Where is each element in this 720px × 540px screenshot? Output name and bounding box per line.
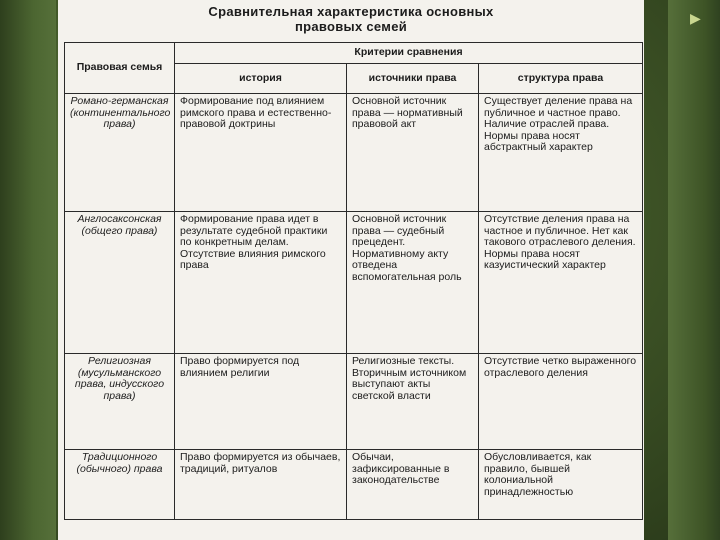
title-line-1: Сравнительная характеристика основных [208, 4, 494, 19]
cell-family: Традиционного (обычного) права [65, 450, 175, 520]
cell-history: Право формируется под влиянием религии [175, 354, 347, 450]
cell-sources: Религиозные тексты. Вторичным источником выступают акты светской власти [347, 354, 479, 450]
bullet-arrow-icon: ▶ [690, 11, 701, 27]
comparison-table [64, 42, 643, 520]
page-title [58, 4, 644, 34]
cell-structure: Отсутствие четко выраженного отраслевого деления [479, 354, 643, 450]
cell-sources: Основной источник права — судебный прецедент. Нормативному акту отведена вспомогательная роль [347, 212, 479, 354]
cell-history: Формирование права идет в результате судебной практики по конкретным делам. Отсутствие влияния римского права [175, 212, 347, 354]
header-family: Правовая семья [65, 43, 175, 94]
cell-structure: Обусловливается, как правило, бывшей колониальной принадлежностью [479, 450, 643, 520]
table-row [65, 212, 643, 354]
table-row [65, 450, 643, 520]
header-structure: структура права [479, 64, 643, 94]
cell-family: Англосаксонская (общего права) [65, 212, 175, 354]
table-row [65, 354, 643, 450]
cell-history: Право формируется из обычаев, традиций, ритуалов [175, 450, 347, 520]
slide-left-band [0, 0, 56, 540]
cell-structure: Отсутствие деления права на частное и публичное. Нет как такового отраслевого деления. Нормы права носят казуистический характер [479, 212, 643, 354]
cell-history: Формирование под влиянием римского права и естественно-правовой доктрины [175, 94, 347, 212]
slide-right-band [668, 0, 720, 540]
cell-family: Религиозная (мусульманского права, индусского права) [65, 354, 175, 450]
header-history: история [175, 64, 347, 94]
cell-structure: Существует деление права на публичное и частное право. Наличие отраслей права. Нормы права носят абстрактный характер [479, 94, 643, 212]
cell-sources: Основной источник права — нормативный правовой акт [347, 94, 479, 212]
header-criteria: Критерии сравнения [175, 43, 643, 64]
header-row-1 [65, 43, 643, 64]
scanned-page [58, 0, 644, 540]
header-sources: источники права [347, 64, 479, 94]
table-row [65, 94, 643, 212]
title-line-2: правовых семей [294, 19, 408, 34]
cell-sources: Обычаи, зафиксированные в законодательстве [347, 450, 479, 520]
cell-family: Романо-германская (континентального права) [65, 94, 175, 212]
